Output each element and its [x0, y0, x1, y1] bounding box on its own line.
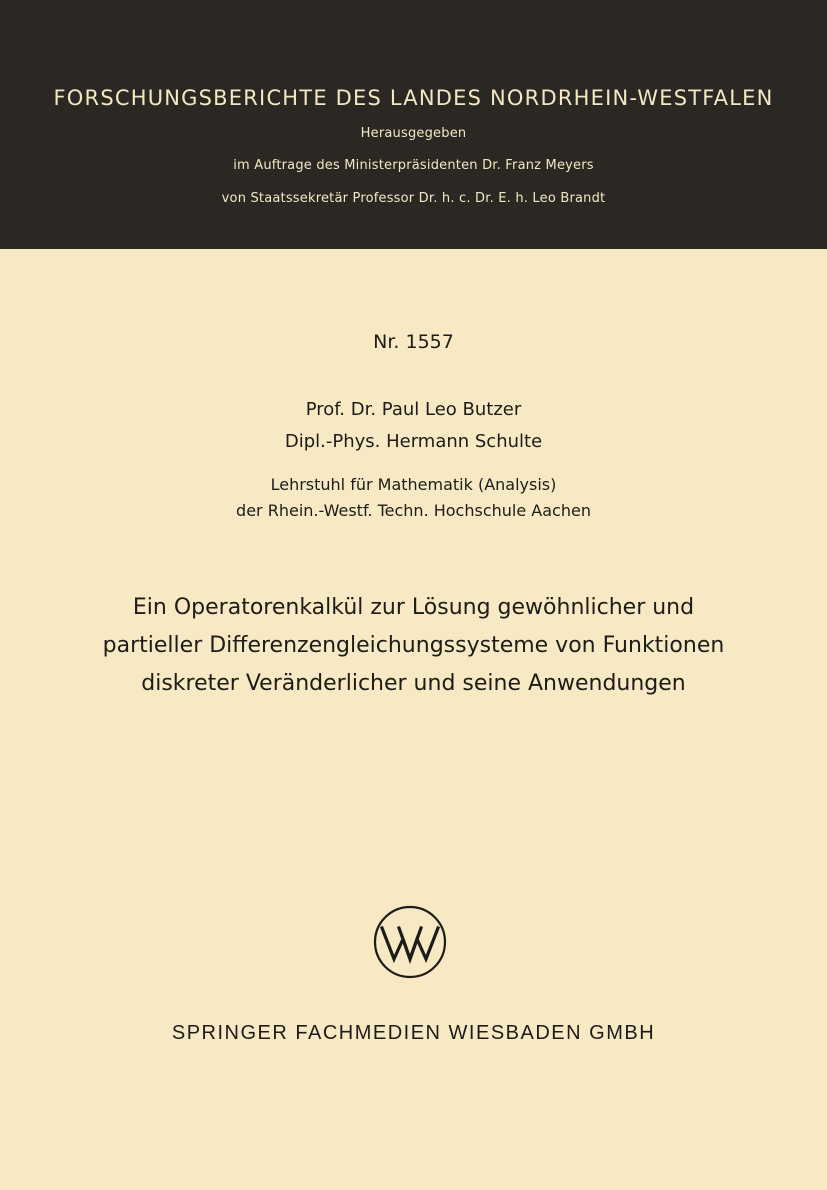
author-name: Prof. Dr. Paul Leo Butzer: [305, 399, 522, 420]
springer-ww-logo-icon: [372, 904, 448, 980]
affiliation-line: der Rhein.-Westf. Techn. Hochschule Aachen: [236, 501, 591, 520]
editor-line: im Auftrage des Ministerpräsidenten Dr. Franz Meyers: [233, 158, 594, 173]
publisher-name: SPRINGER FACHMEDIEN WIESBADEN GMBH: [171, 1022, 656, 1044]
header-band: [0, 0, 827, 249]
book-title-line: partieller Differenzengleichungssysteme von Funktionen: [102, 633, 725, 658]
editor-line: Herausgegeben: [360, 126, 467, 141]
editor-line: von Staatssekretär Professor Dr. h. c. Dr. E. h. Leo Brandt: [221, 191, 606, 206]
affiliation-line: Lehrstuhl für Mathematik (Analysis): [270, 475, 557, 494]
book-title-line: Ein Operatorenkalkül zur Lösung gewöhnlicher und: [132, 595, 695, 620]
issue-number: Nr. 1557: [373, 331, 454, 353]
book-title-line: diskreter Veränderlicher und seine Anwendungen: [141, 671, 686, 696]
series-title: FORSCHUNGSBERICHTE DES LANDES NORDRHEIN-WESTFALEN: [53, 86, 774, 110]
author-name: Dipl.-Phys. Hermann Schulte: [284, 431, 543, 452]
